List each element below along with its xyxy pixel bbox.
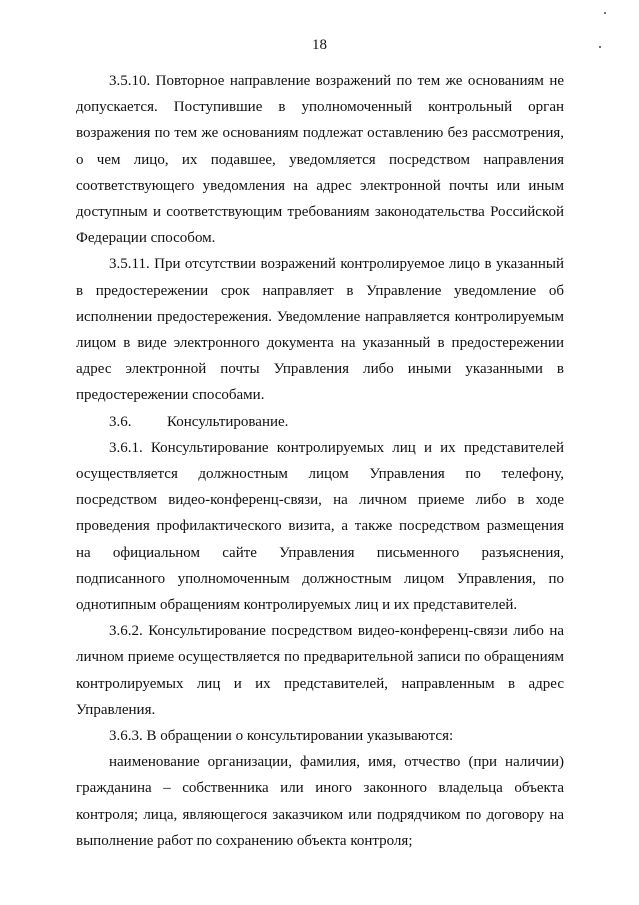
document-body <box>76 68 564 854</box>
scan-speck <box>604 12 606 14</box>
page-number: 18 <box>312 37 327 53</box>
paragraph-3-6-3: 3.6.3. В обращении о консультировании указываются: <box>109 728 454 745</box>
section-title: Консультирование. <box>167 413 289 430</box>
section-heading-3-6 <box>76 409 564 435</box>
paragraph-3-5-11: 3.5.11. При отсутствии возражений контролируемое лицо в указанный в предостережении срок направляет в Управление уведомление об исполнении предостережения. Уведомление направляется контролируемым лицом в виде электронного документа на указанный в предостережении адрес электронной почты Управления либо иными указанными в предостережении способами. <box>76 256 564 404</box>
paragraph-3-5-10: 3.5.10. Повторное направление возражений по тем же основаниям не допускается. Поступившие в уполномоченный контрольный орган возражения по тем же основаниям подлежат оставлению без рассмотрения, о чем лицо, их подавшее, уведомляется посредством направления соответствующего уведомления на адрес электронной почты или иным доступным и соответствующим требованиям законодательства Российской Федерации способом. <box>76 73 564 247</box>
paragraph-appeal-contents: наименование организации, фамилия, имя, отчество (при наличии) гражданина – собственника или иного законного владельца объекта контроля; лица, являющегося заказчиком или подрядчиком по договору на выполнение работ по сохранению объекта контроля; <box>76 754 564 849</box>
scan-speck <box>599 46 601 48</box>
paragraph-3-6-2: 3.6.2. Консультирование посредством видео-конференц-связи либо на личном приеме осуществляется по предварительной записи по обращениям контролируемых лиц и их представителей, направленным в адрес Управления. <box>76 623 564 718</box>
section-number: 3.6. <box>109 413 132 430</box>
paragraph-3-6-1: 3.6.1. Консультирование контролируемых лиц и их представителей осуществляется должностным лицом Управления по телефону, посредством видео-конференц-связи, на личном приеме либо в ходе проведения профилактического визита, а также посредством размещения на официальном сайте Управления письменного разъяснения, подписанного уполномоченным должностным лицом Управления, по однотипным обращениям контролируемых лиц и их представителей. <box>76 439 564 614</box>
